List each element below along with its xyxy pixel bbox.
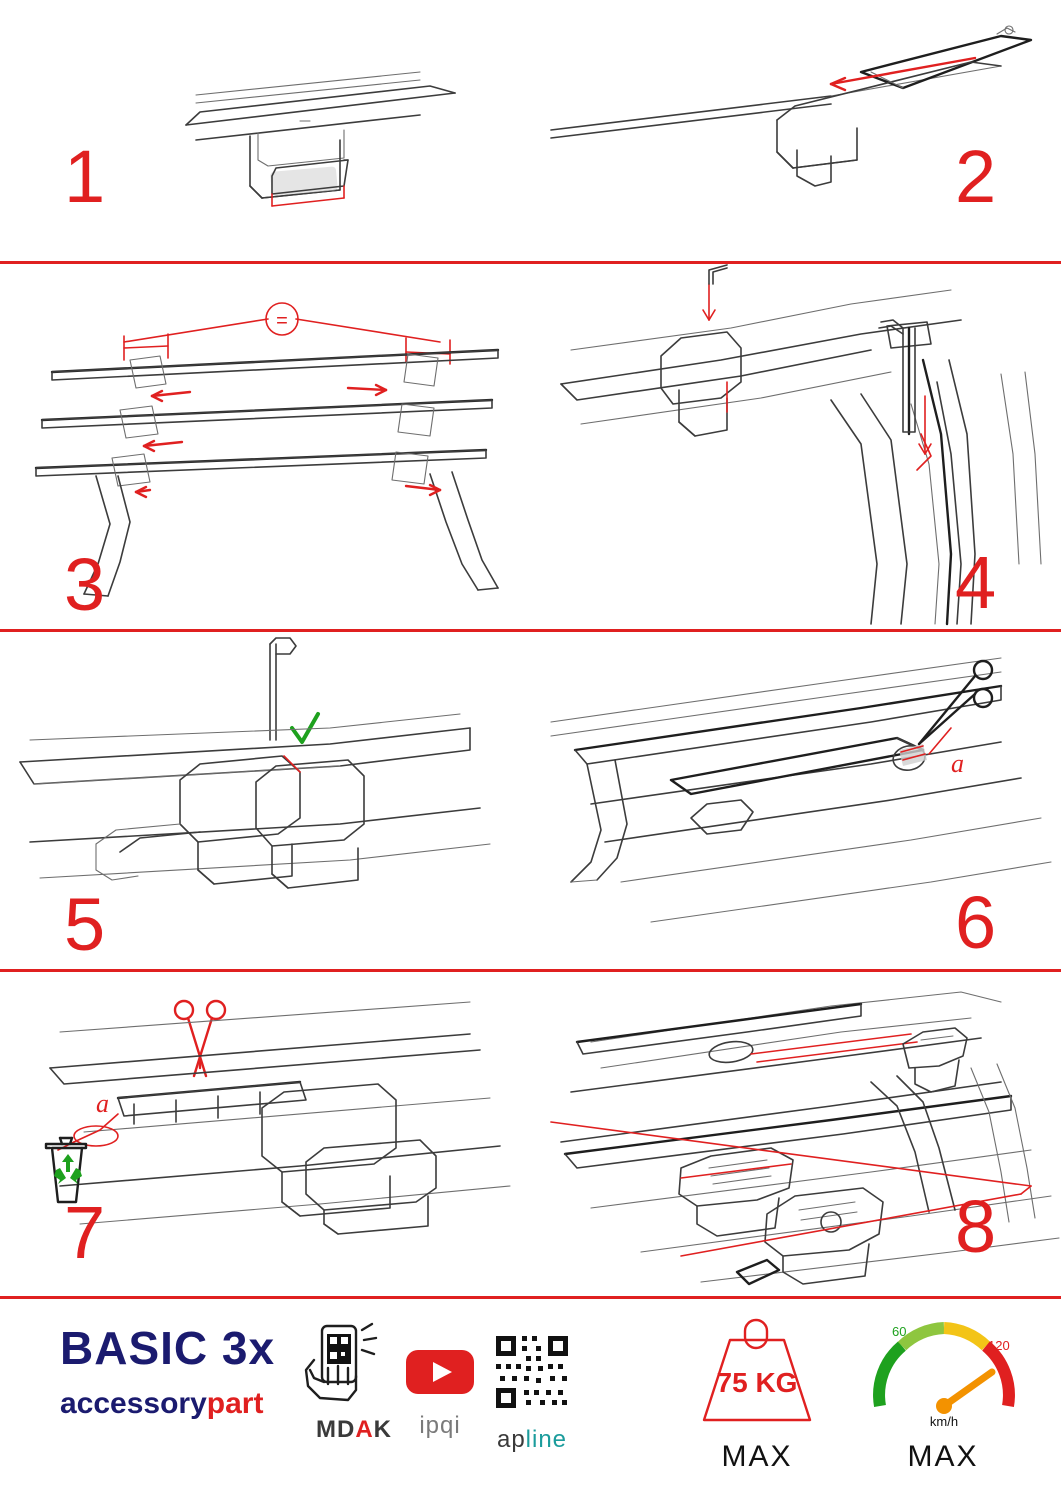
logo-youtube[interactable] [400, 1344, 480, 1440]
brand-block [60, 1324, 275, 1420]
step-panel-6 [531, 632, 1061, 969]
brand-basic-line [60, 1324, 275, 1372]
weight-icon [672, 1310, 842, 1434]
speed-unit: km/h [929, 1414, 959, 1429]
scissors-icon-red [175, 1001, 225, 1076]
speed-tick-60: 60 [892, 1324, 907, 1339]
step-number-3: 3 [64, 543, 106, 626]
step-number-7: 7 [64, 1191, 106, 1274]
step-number-6: 6 [955, 881, 997, 964]
brand-quantity: 3x [221, 1322, 276, 1374]
max-speed-block [858, 1310, 1028, 1474]
footer [0, 1296, 1061, 1500]
step-panel-3 [0, 264, 530, 629]
brand-part-text: part [206, 1387, 264, 1420]
step-number-5: 5 [64, 883, 106, 966]
step-number-1: 1 [64, 135, 106, 218]
max-load-caption: MAX [721, 1440, 793, 1473]
scissors-icon [919, 661, 992, 744]
brand-basic-text: BASIC [60, 1322, 209, 1374]
logo-mdak-label: MDAK [315, 1416, 392, 1443]
speed-tick-120: 120 [988, 1338, 1010, 1353]
step-panel-8 [531, 972, 1061, 1296]
step-panel-4 [531, 264, 1061, 629]
max-speed-caption: MAX [907, 1440, 979, 1473]
qr-code-icon[interactable] [492, 1332, 572, 1412]
step-2-illustration [531, 0, 1061, 261]
step-panel-5 [0, 632, 530, 969]
step-number-8: 8 [955, 1185, 997, 1268]
logo-qr[interactable] [484, 1332, 580, 1454]
speedometer-icon [858, 1310, 1028, 1434]
step-panel-1 [0, 0, 530, 261]
step-number-4: 4 [955, 541, 997, 624]
brand-accessory-text: accessory [60, 1387, 207, 1420]
max-load-value: 75 KG [716, 1367, 798, 1398]
max-load-block [672, 1310, 842, 1474]
step-panel-7 [0, 972, 530, 1296]
step-number-2: 2 [955, 135, 997, 218]
youtube-icon[interactable] [400, 1344, 480, 1398]
brand-accessorypart-line [60, 1388, 275, 1420]
svg-text:=: = [276, 310, 288, 332]
logo-apline-label: apline [496, 1426, 568, 1453]
step-panel-2 [531, 0, 1061, 261]
callout-a-step6: a [951, 749, 964, 778]
step-1-illustration [0, 0, 530, 261]
logo-ipqi-label: ipqi [419, 1412, 461, 1439]
callout-a-step7: a [96, 1089, 109, 1118]
